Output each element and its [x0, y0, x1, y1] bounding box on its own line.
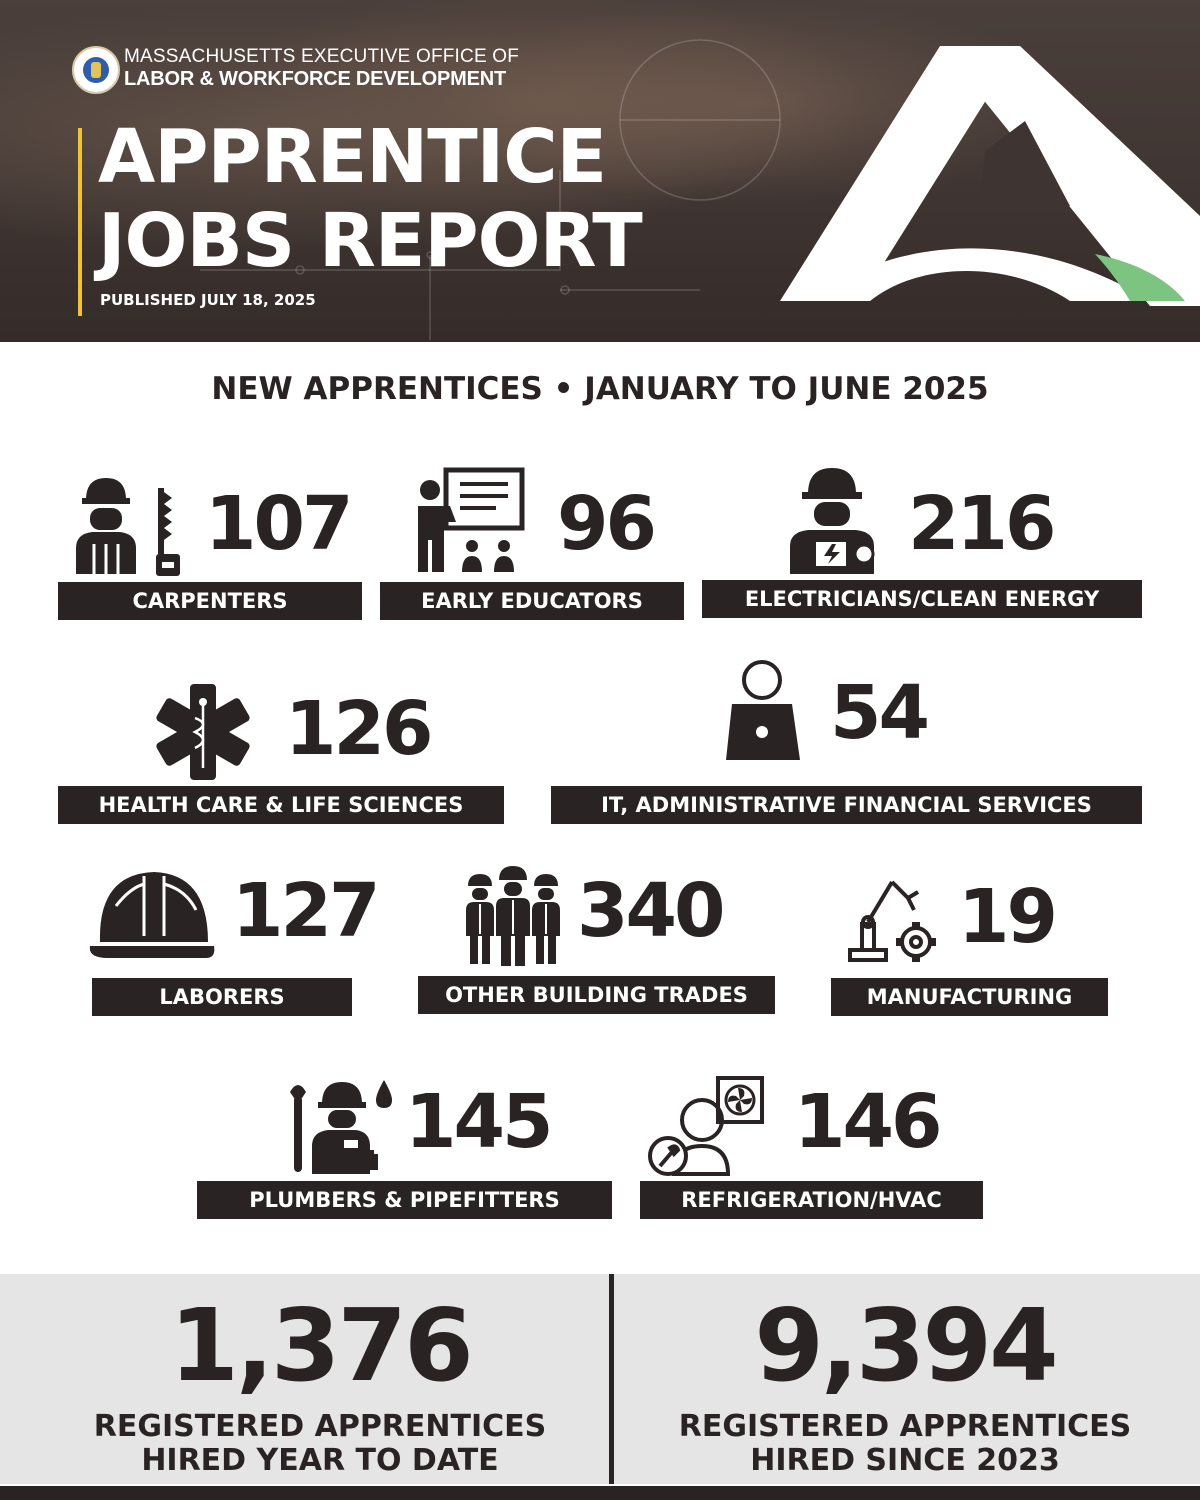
category-count: 340: [577, 868, 723, 954]
category-label: HEALTH CARE & LIFE SCIENCES: [58, 786, 504, 824]
category-count: 127: [232, 868, 378, 954]
star-of-life-icon: [155, 682, 251, 782]
category-count: 145: [405, 1079, 551, 1165]
category-label: PLUMBERS & PIPEFITTERS: [197, 1181, 612, 1219]
total-year-to-date: [40, 1287, 600, 1478]
category-label: IT, ADMINISTRATIVE FINANCIAL SERVICES: [551, 786, 1142, 824]
section-subtitle: NEW APPRENTICES • JANUARY TO JUNE 2025: [211, 371, 989, 407]
category-count: 146: [794, 1079, 940, 1165]
category-label: MANUFACTURING: [831, 978, 1108, 1016]
category-label: EARLY EDUCATORS: [380, 582, 684, 620]
total-ytd-value: 1,376: [169, 1287, 471, 1404]
category-label: LABORERS: [92, 978, 352, 1016]
total-since-value: 9,394: [754, 1287, 1056, 1404]
educator-icon: [416, 466, 526, 576]
carpenter-icon: [72, 470, 187, 578]
hard-hat-icon: [86, 866, 216, 962]
robot-arm-gear-icon: [846, 872, 946, 964]
category-label: OTHER BUILDING TRADES: [418, 976, 775, 1014]
category-label: ELECTRICIANS/CLEAN ENERGY: [702, 580, 1142, 618]
total-since-description: [622, 1410, 1188, 1478]
agency-name: [124, 47, 519, 89]
apprenticeship-a-logo: [770, 36, 1200, 306]
footer-bar: [0, 1486, 1200, 1500]
agency-line-1: MASSACHUSETTS EXECUTIVE OFFICE OF: [124, 46, 520, 67]
electrician-icon: [786, 464, 886, 576]
category-count: 107: [205, 481, 351, 567]
report-title: [98, 115, 642, 283]
report-title-line-1: APPRENTICE: [98, 114, 607, 200]
total-ytd-description: [40, 1410, 600, 1478]
agency-line-2: LABOR & WORKFORCE DEVELOPMENT: [124, 68, 506, 90]
hvac-technician-icon: [646, 1074, 766, 1178]
category-label: REFRIGERATION/HVAC: [640, 1181, 983, 1219]
total-ytd-line-2: HIRED YEAR TO DATE: [141, 1443, 499, 1478]
category-count: 216: [908, 481, 1054, 567]
plumber-icon: [290, 1076, 396, 1176]
published-date: PUBLISHED JULY 18, 2025: [100, 291, 316, 309]
category-count: 96: [557, 481, 654, 567]
total-since-line-2: HIRED SINCE 2023: [750, 1443, 1060, 1478]
header-banner: [0, 0, 1200, 342]
category-count: 126: [285, 686, 431, 772]
report-title-line-2: JOBS REPORT: [98, 198, 642, 284]
total-since-line-1: REGISTERED APPRENTICES: [678, 1409, 1132, 1444]
total-since-2023: [622, 1287, 1188, 1478]
workers-group-icon: [464, 866, 564, 966]
category-label: CARPENTERS: [58, 582, 362, 620]
total-ytd-line-1: REGISTERED APPRENTICES: [93, 1409, 547, 1444]
laptop-user-icon: [720, 658, 808, 762]
totals-divider: [609, 1274, 614, 1484]
category-count: 19: [958, 874, 1055, 960]
title-accent-bar: [78, 128, 82, 316]
category-count: 54: [830, 670, 927, 756]
massachusetts-seal-logo: [72, 46, 120, 94]
